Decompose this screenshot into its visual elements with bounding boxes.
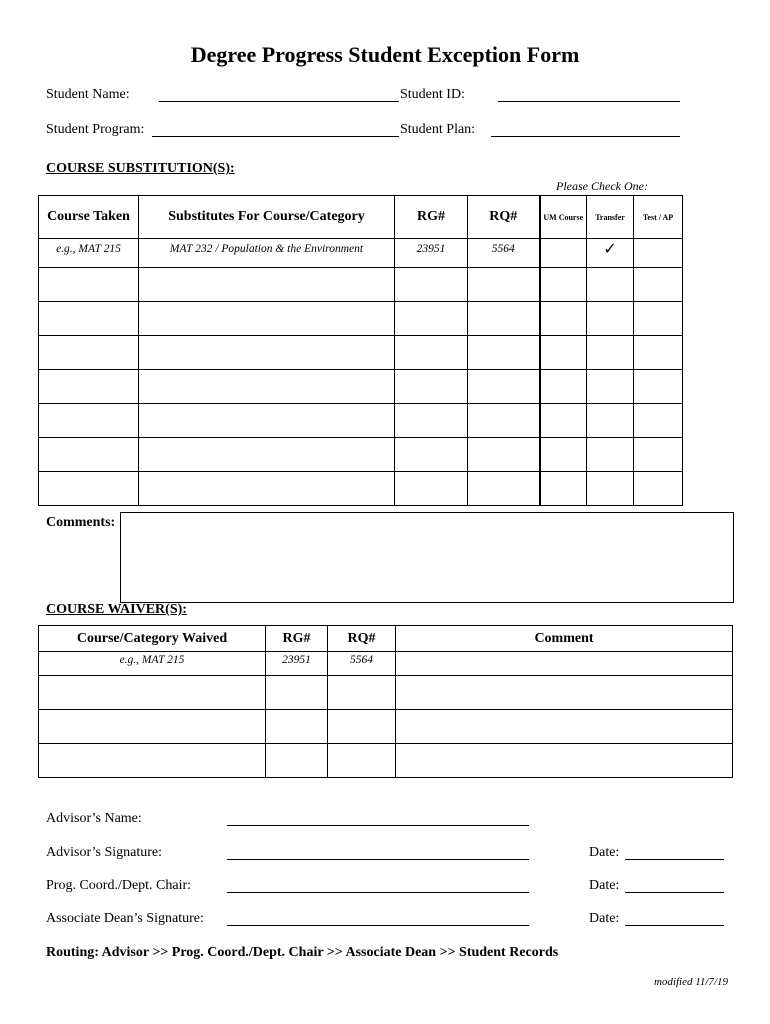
associate-dean-date-field[interactable]: [625, 925, 724, 926]
course-taken-cell[interactable]: [39, 404, 139, 438]
rq-cell[interactable]: [468, 438, 540, 472]
rg-cell[interactable]: [395, 404, 468, 438]
associate-dean-date-label: Date:: [589, 911, 620, 926]
col-waiver-rg: RG#: [266, 626, 328, 652]
waiver-rg-cell[interactable]: [266, 744, 328, 778]
um-course-cell[interactable]: [540, 404, 587, 438]
advisor-date-label: Date:: [589, 845, 620, 860]
waiver-rq-cell[interactable]: [328, 710, 396, 744]
student-program-label: Student Program:: [46, 122, 145, 137]
col-substitutes: Substitutes For Course/Category: [139, 196, 395, 239]
transfer-cell[interactable]: [587, 404, 634, 438]
substitution-row: [39, 472, 683, 506]
waiver-header-row: [39, 626, 733, 652]
col-transfer: Transfer: [587, 196, 634, 239]
waived-course-cell[interactable]: [39, 676, 266, 710]
example-test-ap: [634, 239, 683, 268]
example-transfer-checkmark: ✓: [587, 239, 634, 268]
rq-cell[interactable]: [468, 370, 540, 404]
waiver-comment-cell[interactable]: [396, 710, 733, 744]
example-um-course: [540, 239, 587, 268]
transfer-cell[interactable]: [587, 302, 634, 336]
substitution-row: [39, 302, 683, 336]
routing-text: Routing: Advisor >> Prog. Coord./Dept. Chair >> Associate Dean >> Student Records: [46, 945, 559, 960]
col-rg: RG#: [395, 196, 468, 239]
rq-cell[interactable]: [468, 404, 540, 438]
course-taken-cell[interactable]: [39, 370, 139, 404]
substitution-heading: COURSE SUBSTITUTION(S):: [46, 161, 235, 176]
test-ap-cell[interactable]: [634, 268, 683, 302]
substitution-row: [39, 336, 683, 370]
rg-cell[interactable]: [395, 336, 468, 370]
test-ap-cell[interactable]: [634, 472, 683, 506]
substitution-row: [39, 268, 683, 302]
student-id-field[interactable]: [498, 101, 680, 102]
example-course-taken: e.g., MAT 215: [39, 239, 139, 268]
rq-cell[interactable]: [468, 472, 540, 506]
col-test-ap: Test / AP: [634, 196, 683, 239]
test-ap-cell[interactable]: [634, 404, 683, 438]
transfer-cell[interactable]: [587, 370, 634, 404]
test-ap-cell[interactable]: [634, 336, 683, 370]
waiver-heading: COURSE WAIVER(S):: [46, 602, 187, 617]
substitutes-cell[interactable]: [139, 438, 395, 472]
transfer-cell[interactable]: [587, 472, 634, 506]
test-ap-cell[interactable]: [634, 370, 683, 404]
associate-dean-field[interactable]: [227, 925, 529, 926]
associate-dean-label: Associate Dean’s Signature:: [46, 911, 204, 926]
substitutes-cell[interactable]: [139, 302, 395, 336]
waived-course-cell[interactable]: [39, 710, 266, 744]
course-taken-cell[interactable]: [39, 336, 139, 370]
waiver-rq-cell[interactable]: [328, 744, 396, 778]
transfer-cell[interactable]: [587, 268, 634, 302]
waiver-row: [39, 710, 733, 744]
advisor-name-label: Advisor’s Name:: [46, 811, 142, 826]
waiver-example-comment: [396, 652, 733, 676]
rg-cell[interactable]: [395, 302, 468, 336]
um-course-cell[interactable]: [540, 302, 587, 336]
waiver-example-rq: 5564: [328, 652, 396, 676]
student-name-label: Student Name:: [46, 87, 130, 102]
rg-cell[interactable]: [395, 370, 468, 404]
col-course-waived: Course/Category Waived: [39, 626, 266, 652]
waiver-rg-cell[interactable]: [266, 710, 328, 744]
waiver-row: [39, 744, 733, 778]
substitution-row: [39, 438, 683, 472]
substitutes-cell[interactable]: [139, 336, 395, 370]
substitution-example-row: [39, 239, 683, 268]
um-course-cell[interactable]: [540, 370, 587, 404]
course-taken-cell[interactable]: [39, 302, 139, 336]
rq-cell[interactable]: [468, 336, 540, 370]
substitution-header-row: [39, 196, 683, 239]
transfer-cell[interactable]: [587, 336, 634, 370]
col-course-taken: Course Taken: [39, 196, 139, 239]
student-program-field[interactable]: [152, 136, 399, 137]
rg-cell[interactable]: [395, 438, 468, 472]
test-ap-cell[interactable]: [634, 438, 683, 472]
waiver-comment-cell[interactable]: [396, 744, 733, 778]
modified-date: modified 11/7/19: [653, 976, 728, 988]
test-ap-cell[interactable]: [634, 302, 683, 336]
um-course-cell[interactable]: [540, 438, 587, 472]
um-course-cell[interactable]: [540, 472, 587, 506]
um-course-cell[interactable]: [540, 336, 587, 370]
waiver-row: [39, 676, 733, 710]
rg-cell[interactable]: [395, 268, 468, 302]
waiver-example-row: [39, 652, 733, 676]
waiver-table: [38, 625, 733, 778]
rq-cell[interactable]: [468, 268, 540, 302]
prog-coord-date-label: Date:: [589, 878, 620, 893]
rg-cell[interactable]: [395, 472, 468, 506]
substitutes-cell[interactable]: [139, 404, 395, 438]
waived-course-cell[interactable]: [39, 744, 266, 778]
example-substitutes: MAT 232 / Population & the Environment: [139, 239, 395, 268]
advisor-name-field[interactable]: [227, 825, 529, 826]
waiver-example-rg: 23951: [266, 652, 328, 676]
advisor-signature-field[interactable]: [227, 859, 529, 860]
transfer-cell[interactable]: [587, 438, 634, 472]
substitutes-cell[interactable]: [139, 268, 395, 302]
col-waiver-rq: RQ#: [328, 626, 396, 652]
substitution-row: [39, 404, 683, 438]
substitutes-cell[interactable]: [139, 370, 395, 404]
student-plan-field[interactable]: [491, 136, 680, 137]
example-rg: 23951: [395, 239, 468, 268]
student-plan-label: Student Plan:: [400, 122, 476, 137]
page-title: Degree Progress Student Exception Form: [190, 42, 580, 67]
col-waiver-comment: Comment: [396, 626, 733, 652]
example-rq: 5564: [468, 239, 540, 268]
substitution-row: [39, 370, 683, 404]
course-taken-cell[interactable]: [39, 472, 139, 506]
advisor-date-field[interactable]: [625, 859, 724, 860]
prog-coord-date-field[interactable]: [625, 892, 724, 893]
um-course-cell[interactable]: [540, 268, 587, 302]
comments-label: Comments:: [46, 515, 116, 530]
student-name-field[interactable]: [159, 101, 399, 102]
student-id-label: Student ID:: [400, 87, 465, 102]
waiver-example-course: e.g., MAT 215: [39, 652, 266, 676]
col-rq: RQ#: [468, 196, 540, 239]
prog-coord-label: Prog. Coord./Dept. Chair:: [46, 878, 192, 893]
rq-cell[interactable]: [468, 302, 540, 336]
substitutes-cell[interactable]: [139, 472, 395, 506]
course-taken-cell[interactable]: [39, 438, 139, 472]
course-taken-cell[interactable]: [39, 268, 139, 302]
prog-coord-field[interactable]: [227, 892, 529, 893]
check-one-label: Please Check One:: [556, 179, 648, 193]
comments-box[interactable]: [120, 512, 734, 603]
advisor-signature-label: Advisor’s Signature:: [46, 845, 163, 860]
col-um-course: UM Course: [540, 196, 587, 239]
waiver-comment-cell[interactable]: [396, 676, 733, 710]
waiver-rg-cell[interactable]: [266, 676, 328, 710]
substitution-table: [38, 195, 683, 506]
waiver-rq-cell[interactable]: [328, 676, 396, 710]
